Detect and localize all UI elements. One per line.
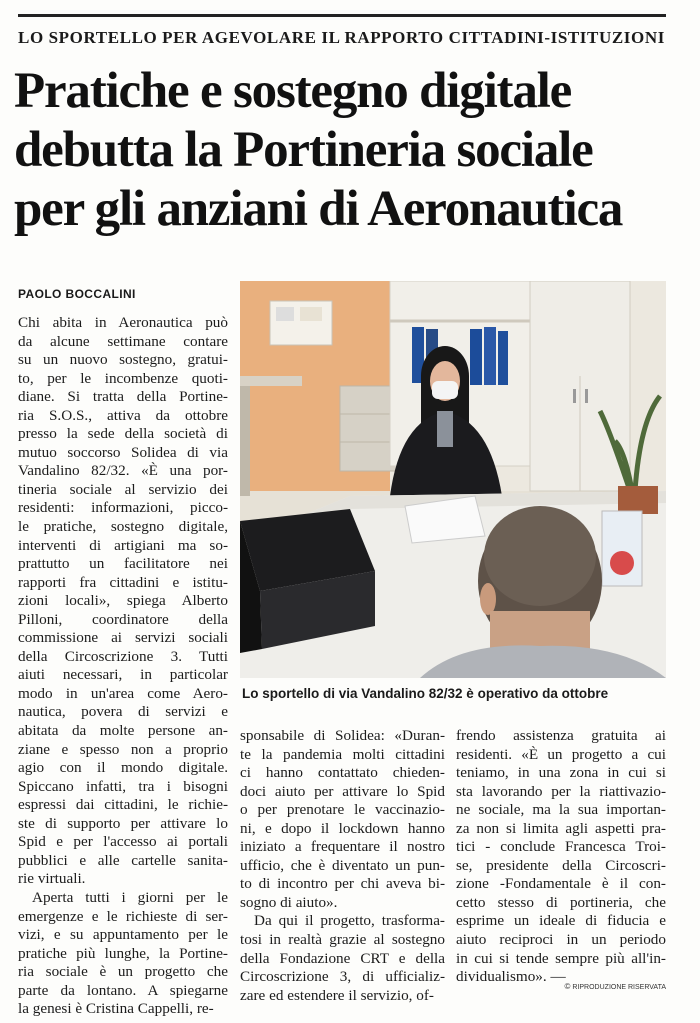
- article-line: sponsabile di Solidea: «Duran-: [240, 727, 445, 744]
- article-line: doci aiuto per attivare lo Spid: [240, 782, 445, 800]
- copyright-note: [564, 982, 666, 991]
- article-column-2: [240, 727, 445, 1005]
- article-line: teniamo, in una zona in cui si: [456, 764, 666, 782]
- article-line: interventi di artigiani ma so-: [18, 536, 228, 554]
- article-line: residenti. «È un progetto a cui: [456, 745, 666, 763]
- article-line: sogno di aiuto».: [240, 893, 338, 911]
- article-line: le pratiche, sostegno digitale,: [18, 518, 228, 536]
- article-line: zione -Fondamentale è il con-: [456, 875, 666, 893]
- article-line: esprime un ideale di fiducia e: [456, 912, 666, 930]
- article-line: ufficio, che è diventato un pun-: [240, 856, 445, 874]
- article-line: dividualismo». —: [456, 968, 566, 986]
- article-line: vizi, e su appuntamento per le: [18, 926, 228, 944]
- article-line: ziane e spesso non a proprio: [18, 740, 228, 758]
- top-rule: [18, 14, 666, 17]
- article-line: ste di supporto per attivare lo: [18, 814, 228, 832]
- article-line: della Fondazione CRT e della: [240, 949, 445, 967]
- copyright-text: RIPRODUZIONE RISERVATA: [572, 984, 666, 991]
- article-line: la genesi è Cristina Cappelli, re-: [18, 1000, 214, 1018]
- article-line: iniziato a frequentare il nostro: [240, 838, 445, 856]
- article-line: aiuto reciproci in un periodo: [456, 931, 666, 949]
- article-column-1: [18, 314, 228, 1019]
- article-line: cetto stesso di portineria, che: [456, 893, 666, 911]
- photo-caption: Lo sportello di via Vandalino 82/32 è operativo da ottobre: [242, 686, 609, 701]
- article-line: tici - conclude Francesca Troi-: [456, 838, 666, 856]
- article-line: Pilloni, coordinatore della: [18, 610, 228, 628]
- article-line: tosi in realtà grazie al sostegno: [240, 931, 445, 949]
- article-line: agio con il mondo digitale.: [18, 759, 228, 777]
- article-line: residenti: informazioni, picco-: [18, 499, 228, 517]
- article-line: in cui si tende sempre più all'in-: [456, 949, 666, 967]
- article-line: rie virtuali.: [18, 870, 86, 888]
- article-line: sta lavorando per la riattivazio-: [456, 782, 666, 800]
- article-line: modo in un'area come Aero-: [18, 684, 228, 702]
- article-line: commissione ai servizi sociali: [18, 629, 228, 647]
- article-line: aiuti necessari, in particolar: [18, 666, 228, 684]
- article-line: ni, e dopo il lockdown hanno: [240, 819, 445, 837]
- article-line: ci hanno contattato chieden-: [240, 764, 445, 782]
- article-line: Chi abita in Aeronautica può: [18, 314, 228, 331]
- article-line: tineria sociale al servizio dei: [18, 480, 228, 498]
- article-line: te la pandemia molti cittadini: [240, 745, 445, 763]
- article-line: abitata da molte persone an-: [18, 722, 228, 740]
- article-line: za non si limita agli aspetti pra-: [456, 819, 666, 837]
- article-line: se, presidente della Circoscri-: [456, 856, 666, 874]
- article-line: Aperta tutti i giorni per le: [32, 888, 228, 906]
- article-column-3: [456, 727, 666, 987]
- article-line: mutuo soccorso Solidea di via: [18, 443, 228, 461]
- article-line: pratiche più lunghe, la Portine-: [18, 944, 228, 962]
- article-line: da alcune settimane contare: [18, 332, 228, 350]
- article-line: pubblici e alle cartelle sanita-: [18, 851, 228, 869]
- article-line: zare ed estendere il servizio, of-: [240, 986, 434, 1004]
- article-line: presso la sede della società di: [18, 425, 228, 443]
- article-line: diane. Si tratta della Portine-: [18, 388, 228, 406]
- article-line: Circoscrizione 3, di ufficializ-: [240, 968, 445, 986]
- article-line: Spiccano infatti, tra i bisogni: [18, 777, 228, 795]
- kicker: LO SPORTELLO PER AGEVOLARE IL RAPPORTO CITTADINI-ISTITUZIONI: [18, 28, 665, 47]
- article-line: Vandalino 82/32. «È una por-: [18, 462, 228, 480]
- article-line: o per prenotare le vaccinazio-: [240, 801, 445, 819]
- article-line: frendo assistenza gratuita ai: [456, 727, 666, 744]
- article-line: nautica, povera di servizi e: [18, 703, 228, 721]
- headline-line: per gli anziani di Aeronautica: [14, 181, 623, 237]
- headline-line: Pratiche e sostegno digitale: [14, 63, 572, 119]
- article-line: emergenze e le richieste di ser-: [18, 907, 228, 925]
- article-line: ne sociale, ma la sua importan-: [456, 801, 666, 819]
- article-line: espressi dai cittadini, le richie-: [18, 796, 228, 814]
- article-line: zioni locali», spiega Alberto: [18, 592, 228, 610]
- article-line: Da qui il progetto, trasforma-: [254, 912, 445, 930]
- article-line: su un nuovo sostegno, gratui-: [18, 351, 228, 369]
- article-line: prattutto un facilitatore nei: [18, 555, 228, 573]
- byline: PAOLO BOCCALINI: [18, 287, 136, 301]
- article-line: to, per le incombenze quoti-: [18, 369, 228, 387]
- article-line: ria S.O.S., attiva da ottobre: [18, 406, 228, 424]
- article-line: ria sociale è un progetto che: [18, 963, 228, 981]
- article-line: parte da lontano. A spiegarne: [18, 981, 228, 999]
- article-line: to di incontro per chi aveva bi-: [240, 875, 445, 893]
- headline: [14, 62, 674, 239]
- article-line: rapporti fra cittadini e istitu-: [18, 573, 228, 591]
- article-line: della Circoscrizione 3. Tutti: [18, 647, 228, 665]
- office-desk-photo: [240, 281, 666, 678]
- article-line: Spid e per l'accesso ai portali: [18, 833, 228, 851]
- headline-line: debutta la Portineria sociale: [14, 122, 593, 178]
- copyright-symbol: ©: [564, 982, 571, 991]
